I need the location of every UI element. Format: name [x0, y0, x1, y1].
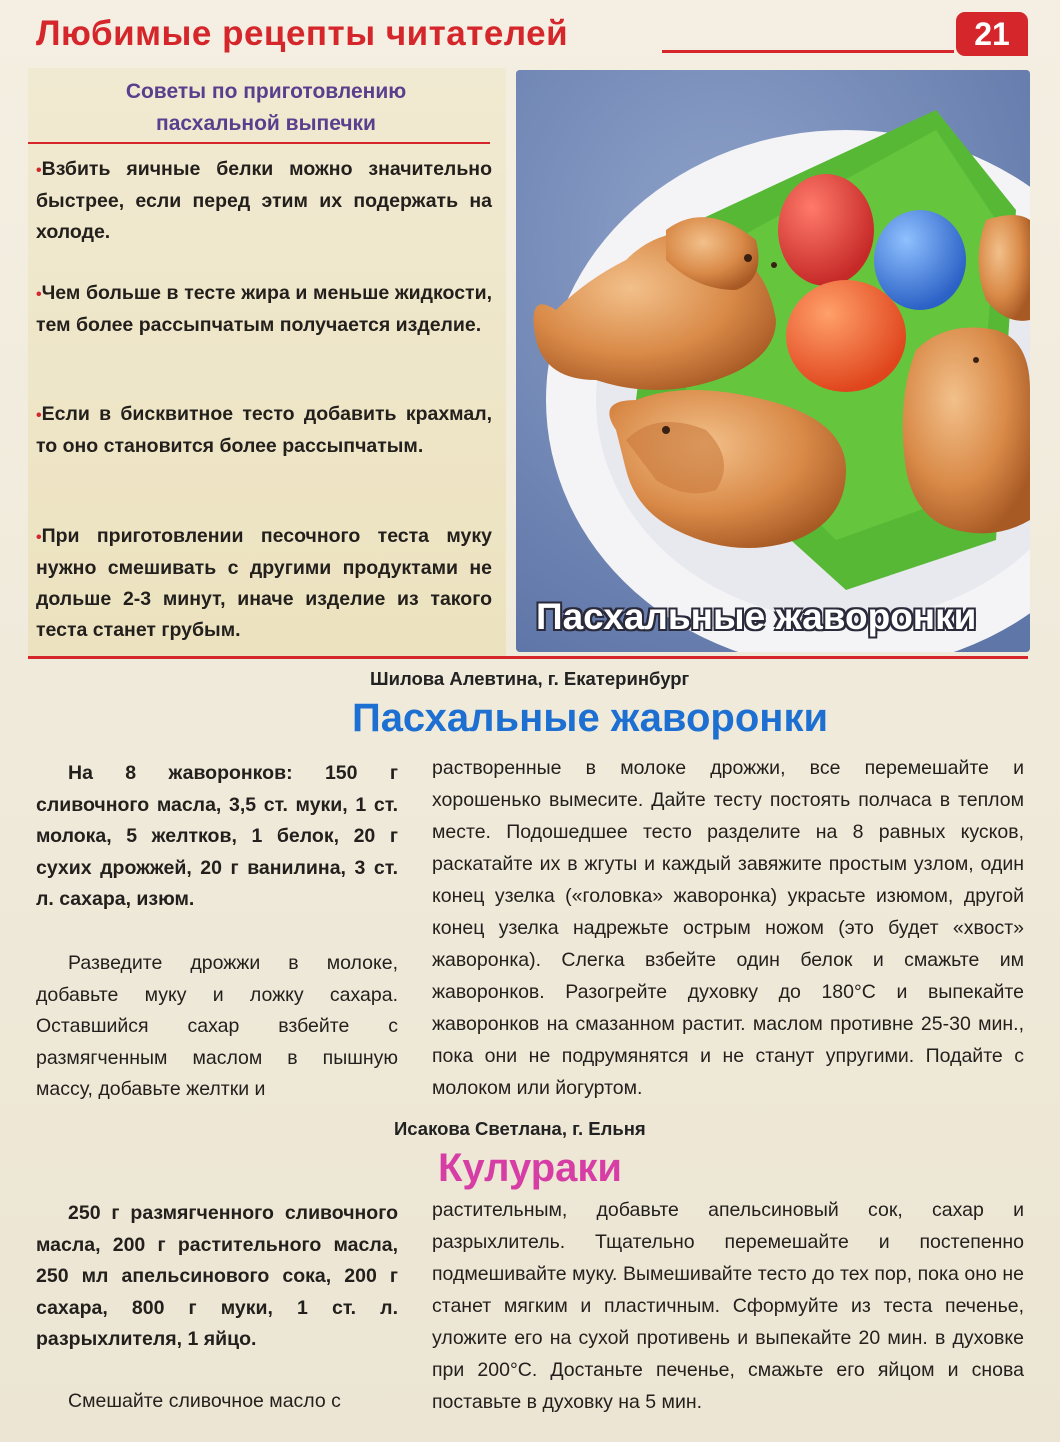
bullet-icon: •	[36, 529, 42, 546]
recipe2-title: Кулураки	[437, 1146, 623, 1190]
recipe1-ingredients-text: На 8 жаворонков: 150 г сливочного масла, 3,5 ст. муки, 1 ст. молока, 5 желтков, 1 белок, 20 г сухих дрожжей, 20 г ванилина, 3 ст. л. сахара, изюм.	[36, 762, 398, 910]
recipe2-method-right-text: растительным, добавьте апельсиновый сок, сахар и разрыхлитель. Тщательно перемешайте и постепенно подмешивайте муку. Вымешивайте тесто до тех пор, пока оно не станет мягким и пластичным. Сформуйте из теста печенье, уложите его на сухой противень и выпекайте 20 мин. в духовке при 200°С. Достаньте печенье, смажьте его яйцом и снова поставьте в духовку на 5 мин.	[432, 1199, 1024, 1413]
recipe2-method-left-text: Смешайте сливочное масло с	[68, 1390, 341, 1412]
section-divider	[28, 656, 1028, 659]
recipe1-method-left	[36, 948, 398, 1106]
recipe1-method-right	[432, 752, 1024, 1104]
recipe2-ingredients	[36, 1198, 398, 1356]
tip-text: Чем больше в тесте жира и меньше жидкости, тем более рассыпчатым получается изделие.	[36, 282, 492, 336]
food-photo	[516, 70, 1030, 652]
page-number: 21	[956, 12, 1028, 56]
tip-text: При приготовлении песочного теста муку нужно смешивать с другими продуктами не дольше 2-3 минут, иначе изделие из такого теста станет грубым.	[36, 525, 492, 641]
tip-text: Взбить яичные белки можно значительно быстрее, если перед этим их подержать на холоде.	[36, 158, 492, 243]
bullet-icon: •	[36, 407, 42, 424]
tips-title-line1: Советы по приготовлению	[125, 80, 407, 103]
tips-title-line2: пасхальной выпечки	[156, 112, 376, 135]
bullet-icon: •	[36, 286, 42, 303]
recipe1-author: Шилова Алевтина, г. Екатеринбург	[370, 668, 690, 689]
tip-item	[36, 278, 492, 341]
tips-divider	[28, 142, 490, 144]
recipe1-ingredients	[36, 758, 398, 916]
header-rule	[662, 50, 954, 53]
tip-item	[36, 521, 492, 646]
recipe2-method-right	[432, 1194, 1024, 1418]
tip-item	[36, 154, 492, 248]
recipe1-method-right-text: растворенные в молоке дрожжи, все перемешайте и хорошенько вымесите. Дайте тесту постоять полчаса в теплом месте. Подошедшее тесто разделите на 8 равных кусков, раскатайте их в жгуты и каждый завяжите простым узлом, один конец узелка («головка» жаворонка) украсьте изюмом, другой конец узелка надрежьте острым ножом (это будет «хвост» жаворонка). Слегка взбейте один белок и смажьте им жаворонков. Разогрейте духовку до 180°С и выпекайте жаворонков на смазанном растит. маслом противне 25-30 мин., пока они не подрумянятся и не станут упругими. Подайте с молоком или йогуртом.	[432, 757, 1024, 1099]
tips-title	[28, 76, 504, 140]
section-title: Любимые рецепты читателей	[36, 14, 569, 53]
easter-buns-illustration	[516, 70, 1030, 652]
photo-caption: Пасхальные жаворонки	[536, 596, 977, 637]
tip-item	[36, 399, 492, 462]
recipe2-ingredients-text: 250 г размягченного сливочного масла, 200 г растительного масла, 250 мл апельсинового сока, 200 г сахара, 800 г муки, 1 ст. л. разрыхлителя, 1 яйцо.	[36, 1202, 398, 1350]
recipe2-author: Исакова Светлана, г. Ельня	[394, 1118, 646, 1139]
recipe2-method-left	[36, 1386, 398, 1418]
bullet-icon: •	[36, 162, 42, 179]
recipe1-title: Пасхальные жаворонки	[351, 696, 829, 740]
recipe1-method-left-text: Разведите дрожжи в молоке, добавьте муку и ложку сахара. Оставшийся сахар взбейте с размягченным маслом в пышную массу, добавьте желтки и	[36, 952, 398, 1100]
tip-text: Если в бисквитное тесто добавить крахмал, то оно становится более рассыпчатым.	[36, 403, 492, 457]
